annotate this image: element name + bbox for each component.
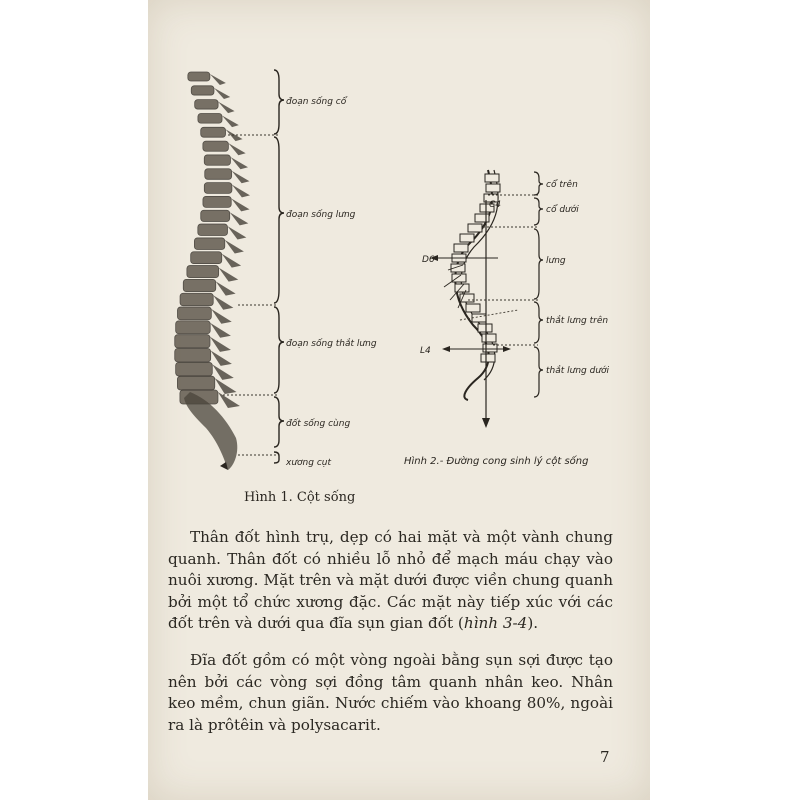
label-upper-cervical: cổ trên (546, 180, 578, 190)
vertebra-body (175, 335, 210, 348)
curve-vertebra-block (475, 214, 489, 222)
curve-vertebra-block (478, 324, 492, 332)
vertebra-process (211, 351, 232, 366)
vertebra-body (201, 210, 230, 221)
label-upper-lumbar: thắt lưng trên (546, 316, 609, 326)
figure-reference: hình 3-4 (463, 614, 528, 632)
vertebra-process (219, 268, 239, 282)
curve-vertebra-block (482, 334, 496, 342)
vertebra-process (225, 240, 244, 254)
vertebra-process (231, 198, 249, 211)
spine-figures (148, 0, 650, 480)
label-thoracic-segment: đoạn sống lưng (286, 210, 356, 220)
marker-l4: L4 (420, 346, 431, 356)
vertebra-body (175, 349, 211, 362)
vertebra-body (194, 238, 224, 250)
vertebra-process (230, 212, 249, 225)
label-coccyx: xương cụt (286, 458, 331, 468)
paragraph-1-main-text: Thân đốt hình trụ, dẹp có hai mặt và một vành chung quanh. Thân đốt có nhiều lỗ nhỏ để mạch máu chạy vào nuôi xương. Mặt trên và mặt dưới được viền chung quanh bởi một tổ chức xương đặc. Các mặt này tiếp xúc với các đốt trên và dưới qua đĩa sụn gian đốt ( (168, 528, 613, 632)
vertebra-body (198, 113, 222, 123)
vertebra-body (191, 252, 222, 264)
label-thoracic-curve: lưng (546, 256, 566, 266)
label-sacral-segment: đốt sống cùng (286, 419, 351, 429)
vertebra-body (183, 279, 215, 291)
book-page (148, 0, 650, 800)
label-lower-cervical: cổ dưới (546, 205, 579, 215)
paragraph-1-end: ). (527, 614, 539, 632)
vertebra-body (187, 266, 219, 278)
vertebra-process (210, 323, 231, 338)
curve-vertebra-block (485, 174, 499, 182)
vertebra-body (176, 362, 213, 376)
vertebra-body (191, 86, 214, 95)
marker-d6: D6 (422, 255, 435, 265)
vertebra-process (210, 337, 231, 352)
label-cervical-segment: đoạn sống cổ (286, 97, 347, 107)
vertebra-process (218, 102, 235, 113)
label-lower-lumbar: thắt lưng dưới (546, 366, 610, 376)
vertebra-body (195, 100, 218, 109)
vertebra-body (205, 169, 232, 180)
figure-2-braces (534, 172, 543, 397)
vertebra-process (213, 295, 233, 309)
vertebra-process (230, 157, 248, 169)
curve-vertebra-block (454, 244, 468, 252)
label-lumbar-segment: đoạn sống thắt lưng (286, 339, 377, 349)
vertebra-body (203, 141, 228, 151)
curve-vertebra-block (486, 184, 500, 192)
curve-vertebra-block (468, 224, 482, 232)
vertebra-body (198, 224, 228, 235)
paragraph-vertebral-body (168, 527, 613, 635)
vertebra-process (216, 281, 236, 295)
vertebra-body (201, 127, 226, 137)
vertebra-process (211, 309, 231, 324)
figure-1-caption: Hình 1. Cột sống (244, 490, 356, 505)
marker-c4: C4 (489, 200, 502, 210)
curve-vertebra-block (472, 314, 486, 322)
vertebrae-column (175, 72, 250, 408)
vertebra-body (188, 72, 210, 81)
figure-2-caption: Hình 2.- Đường cong sinh lý cột sống (404, 456, 589, 467)
vertebra-process (222, 254, 241, 268)
page-number: 7 (600, 748, 610, 766)
vertebra-body (180, 293, 213, 305)
vertebra-process (232, 171, 250, 184)
vertebra-process (228, 143, 245, 155)
vertebra-process (218, 392, 240, 408)
figure-1-spine-drawing (175, 72, 250, 470)
paragraph-intervertebral-disc: Đĩa đốt gồm có một vòng ngoài bằng sụn sợi được tạo nên bởi các vòng sợi đồng tâm quanh nhân keo. Nhân keo mềm, chun giãn. Nước chiếm vào khoang 80%, ngoài ra là prôtêin và polysacarit. (168, 651, 613, 734)
vertebra-process (232, 185, 250, 198)
vertebra-process (222, 115, 239, 127)
curve-vertebra-block (460, 234, 474, 242)
vertebra-process (212, 364, 233, 380)
figure-2-curve-drawing (430, 170, 538, 428)
vertebra-process (227, 226, 246, 239)
vertebra-body (203, 196, 231, 207)
curve-vertebra-block (481, 354, 495, 362)
vertebra-body (177, 307, 211, 320)
curve-vertebra-block (455, 284, 469, 292)
vertebra-body (204, 183, 232, 194)
vertebra-body (204, 155, 230, 165)
figure-1-braces (274, 70, 284, 463)
vertebra-body (177, 376, 214, 390)
curve-vertebra-block (452, 274, 466, 282)
vertebra-process (210, 74, 226, 85)
vertebra-process (214, 88, 230, 99)
curve-vertebra-block (466, 304, 480, 312)
vertebra-body (176, 321, 211, 334)
